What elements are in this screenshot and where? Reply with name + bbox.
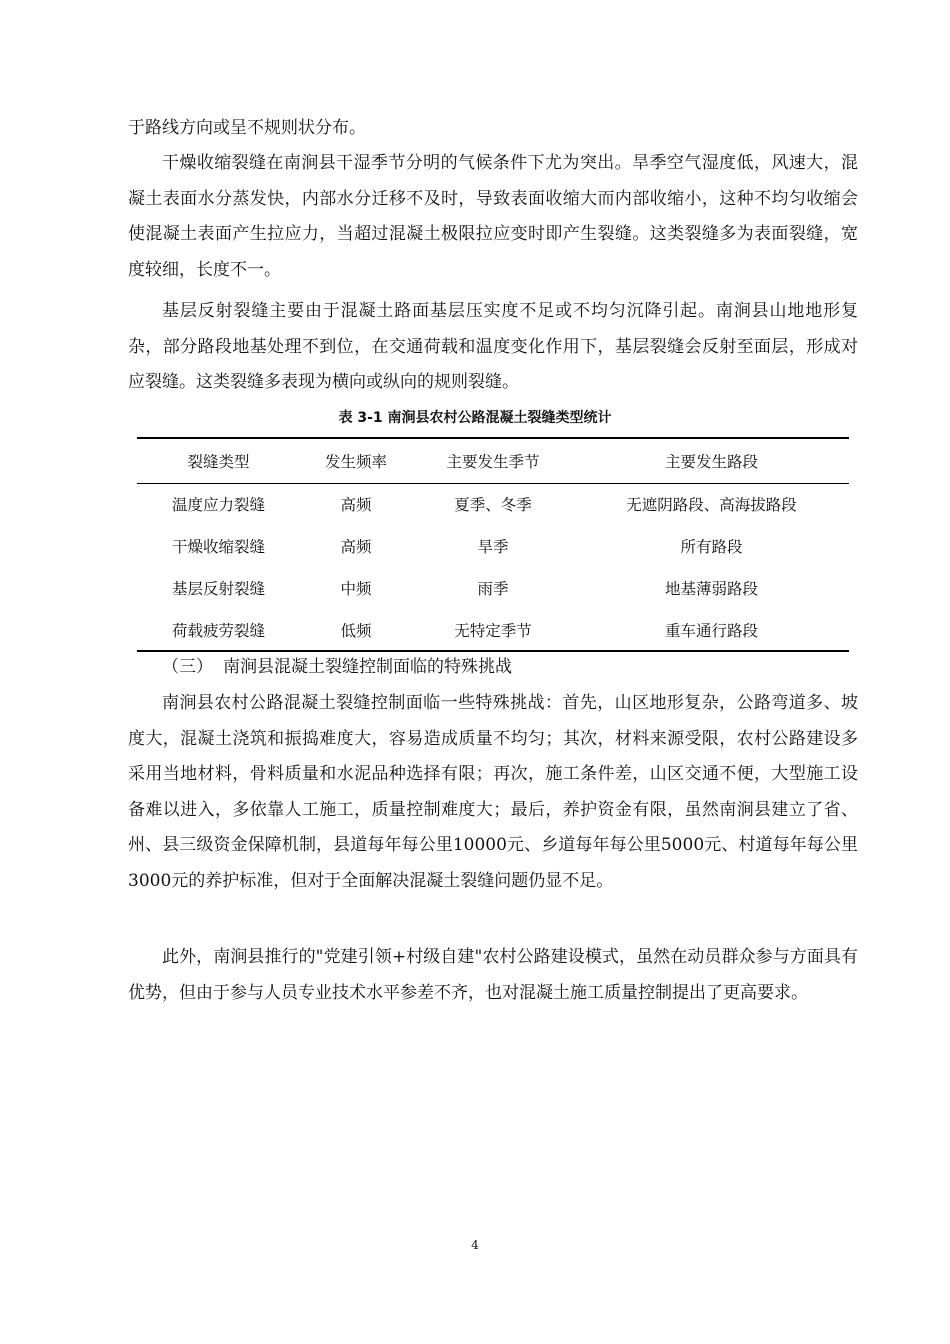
paragraph-continuation: 于路线方向或呈不规则状分布。 bbox=[128, 118, 366, 138]
paragraph-party-building: 此外，南涧县推行的"党建引领+村级自建"农村公路建设模式，虽然在动员群众参与方面具有优势，但由于参与人员专业技术水平参差不齐，也对混凝土施工质量控制提出了更高要求。 bbox=[128, 947, 858, 1003]
paragraph-drying-shrinkage: 干燥收缩裂缝在南涧县干湿季节分明的气候条件下尤为突出。旱季空气湿度低，风速大，混凝土表面水分蒸发快，内部水分迁移不及时，导致表面收缩大而内部收缩小，这种不均匀收缩会使混凝土表面产生拉应力，当超过混凝土极限拉应变时即产生裂缝。这类裂缝多为表面裂缝，宽度较细，长度不一。 bbox=[128, 153, 858, 280]
header-frequency: 发生频率 bbox=[324, 452, 387, 471]
section-number: （三） bbox=[162, 657, 213, 677]
cell-season: 夏季、冬季 bbox=[454, 496, 532, 515]
section-heading bbox=[162, 651, 522, 683]
cell-crack-type: 干燥收缩裂缝 bbox=[171, 538, 265, 556]
table-row bbox=[137, 525, 849, 567]
cell-frequency: 高频 bbox=[340, 538, 372, 556]
section-title: 南涧县混凝土裂缝控制面临的特殊挑战 bbox=[223, 657, 512, 677]
cell-crack-type: 温度应力裂缝 bbox=[171, 496, 265, 515]
paragraph-special-challenges: 南涧县农村公路混凝土裂缝控制面临一些特殊挑战：首先，山区地形复杂，公路弯道多、坡度大，混凝土浇筑和振捣难度大，容易造成质量不均匀；其次，材料来源受限，农村公路建设多采用当地材料，骨料质量和水泥品种选择有限；再次，施工条件差，山区交通不便，大型施工设备难以进入，多依靠人工施工，质量控制难度大；最后，养护资金有限，虽然南涧县建立了省、州、县三级资金保障机制，县道每年每公里10000元、乡道每年每公里5000元、村道每年每公里3000元的养护标准，但对于全面解决混凝土裂缝问题仍显不足。 bbox=[128, 693, 858, 891]
cell-season: 无特定季节 bbox=[454, 621, 532, 640]
header-crack-type: 裂缝类型 bbox=[187, 452, 250, 471]
header-season: 主要发生季节 bbox=[446, 452, 540, 471]
page-number: 4 bbox=[471, 1238, 479, 1252]
table-row bbox=[137, 609, 849, 651]
cell-frequency: 中频 bbox=[340, 580, 372, 598]
crack-type-table bbox=[137, 437, 849, 652]
cell-road-section: 地基薄弱路段 bbox=[664, 580, 758, 598]
table-header-row bbox=[137, 438, 849, 483]
cell-crack-type: 基层反射裂缝 bbox=[171, 580, 265, 598]
cell-frequency: 低频 bbox=[340, 621, 372, 640]
header-road-section: 主要发生路段 bbox=[664, 452, 758, 471]
cell-road-section: 重车通行路段 bbox=[664, 621, 758, 640]
cell-road-section: 所有路段 bbox=[680, 538, 743, 556]
table-row bbox=[137, 567, 849, 609]
cell-crack-type: 荷载疲劳裂缝 bbox=[171, 621, 265, 640]
cell-season: 雨季 bbox=[477, 580, 509, 598]
cell-frequency: 高频 bbox=[340, 496, 372, 515]
paragraph-base-reflection: 基层反射裂缝主要由于混凝土路面基层压实度不足或不均匀沉降引起。南涧县山地地形复杂，部分路段地基处理不到位，在交通荷载和温度变化作用下，基层裂缝会反射至面层，形成对应裂缝。这类裂缝多表现为横向或纵向的规则裂缝。 bbox=[128, 301, 858, 392]
cell-road-section: 无遮阴路段、高海拔路段 bbox=[626, 496, 797, 515]
table-row bbox=[137, 483, 849, 525]
table-caption: 表 3-1 南涧县农村公路混凝土裂缝类型统计 bbox=[338, 410, 612, 426]
cell-season: 旱季 bbox=[477, 538, 509, 556]
